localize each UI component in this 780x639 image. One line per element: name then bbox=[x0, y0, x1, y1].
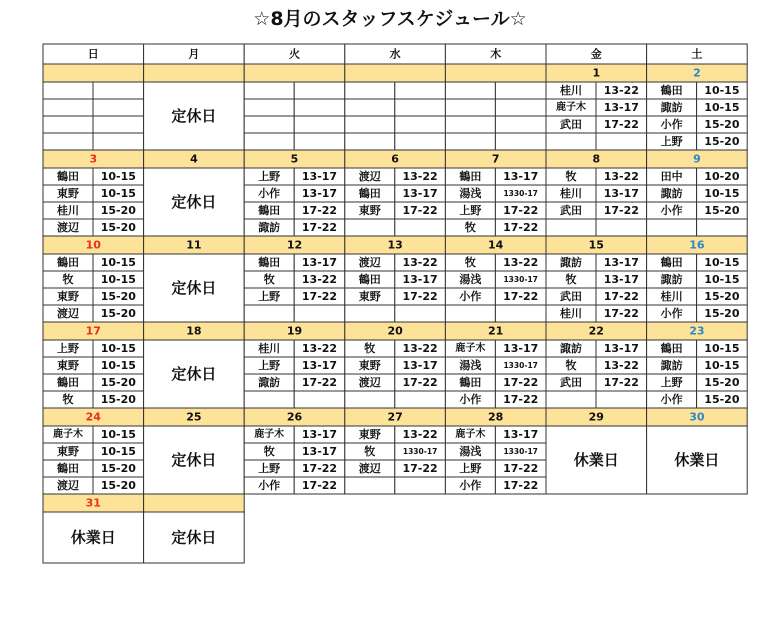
weekday-label: 日 bbox=[87, 47, 99, 61]
date-number: 2 bbox=[693, 66, 701, 80]
date-band bbox=[244, 64, 345, 82]
staff-name: 上野 bbox=[258, 359, 281, 372]
shift-time-cell bbox=[395, 391, 446, 408]
staff-name-cell bbox=[445, 99, 495, 116]
shift-time: 10-15 bbox=[100, 273, 136, 286]
staff-name: 牧 bbox=[263, 273, 275, 286]
shift-time: 15-20 bbox=[100, 290, 136, 303]
staff-name: 小作 bbox=[258, 187, 281, 200]
staff-name: 東野 bbox=[358, 359, 381, 372]
shift-time: 17-22 bbox=[503, 462, 539, 475]
staff-name: 東野 bbox=[57, 445, 79, 458]
staff-name: 諏訪 bbox=[258, 221, 281, 234]
staff-name: 牧 bbox=[565, 273, 577, 286]
staff-name: 桂川 bbox=[560, 187, 582, 200]
shift-time: 17-22 bbox=[603, 290, 639, 303]
staff-name: 鶴田 bbox=[258, 256, 281, 269]
date-number: 25 bbox=[186, 410, 202, 424]
date-number: 19 bbox=[286, 324, 303, 338]
shift-time: 13-17 bbox=[603, 273, 639, 286]
staff-name: 鶴田 bbox=[258, 204, 281, 217]
holiday-label: 休業日 bbox=[70, 528, 116, 547]
shift-time: 10-15 bbox=[100, 256, 136, 269]
staff-name: 東野 bbox=[358, 290, 381, 303]
weekday-label: 金 bbox=[590, 47, 602, 61]
staff-name: 渡辺 bbox=[358, 256, 381, 269]
staff-name: 桂川 bbox=[560, 84, 582, 97]
staff-name: 田中 bbox=[660, 170, 683, 183]
date-number: 3 bbox=[89, 152, 98, 166]
date-number: 13 bbox=[387, 238, 403, 252]
staff-name: 小作 bbox=[258, 479, 281, 492]
date-number: 7 bbox=[491, 152, 500, 166]
date-number: 4 bbox=[190, 152, 198, 166]
staff-name: 小作 bbox=[459, 393, 482, 406]
staff-name: 桂川 bbox=[57, 204, 79, 217]
shift-time: 13-17 bbox=[402, 273, 438, 286]
staff-name: 渡辺 bbox=[57, 479, 79, 492]
staff-name: 小作 bbox=[459, 290, 482, 303]
shift-time: 17-22 bbox=[301, 290, 338, 303]
shift-time: 17-22 bbox=[301, 204, 338, 217]
shift-time: 17-22 bbox=[503, 221, 539, 234]
date-number: 15 bbox=[588, 238, 604, 252]
shift-time-cell bbox=[395, 219, 446, 236]
staff-name: 鹿子木 bbox=[455, 429, 486, 440]
date-number: 8 bbox=[592, 152, 601, 166]
date-number: 31 bbox=[85, 496, 101, 510]
holiday-label: 休業日 bbox=[674, 451, 720, 469]
shift-time: 13-22 bbox=[603, 170, 639, 183]
staff-name-cell bbox=[244, 82, 294, 99]
staff-name: 東野 bbox=[57, 359, 79, 372]
closed-label: 定休日 bbox=[171, 528, 217, 547]
shift-time-cell bbox=[395, 82, 446, 99]
staff-name-cell bbox=[345, 82, 395, 99]
shift-time: 17-22 bbox=[301, 221, 338, 234]
staff-name: 東野 bbox=[358, 204, 381, 217]
staff-name: 渡辺 bbox=[358, 462, 381, 475]
shift-time: 13-17 bbox=[603, 101, 639, 114]
staff-name: 渡辺 bbox=[57, 221, 79, 234]
date-number: 30 bbox=[689, 410, 705, 424]
staff-name: 桂川 bbox=[258, 342, 281, 355]
staff-name: 桂川 bbox=[660, 290, 683, 303]
staff-name: 上野 bbox=[660, 135, 683, 148]
shift-time-cell bbox=[596, 133, 647, 150]
staff-name: 鶴田 bbox=[459, 170, 482, 183]
date-number: 21 bbox=[488, 324, 504, 338]
staff-name: 鹿子木 bbox=[53, 429, 83, 440]
shift-time-cell bbox=[93, 116, 144, 133]
staff-name: 諏訪 bbox=[660, 359, 683, 372]
date-number: 28 bbox=[488, 410, 504, 424]
shift-time: 13-22 bbox=[603, 84, 639, 97]
shift-time: 1330-17 bbox=[503, 447, 538, 456]
staff-name: 鶴田 bbox=[660, 342, 683, 355]
shift-time: 1330-17 bbox=[503, 361, 538, 370]
shift-time: 13-17 bbox=[603, 342, 639, 355]
staff-name-cell bbox=[43, 133, 93, 150]
staff-name-cell bbox=[445, 305, 495, 322]
date-number: 26 bbox=[286, 410, 303, 424]
staff-name-cell bbox=[244, 391, 294, 408]
shift-time: 10-15 bbox=[704, 256, 740, 269]
staff-name: 上野 bbox=[660, 376, 683, 389]
staff-name: 上野 bbox=[258, 170, 281, 183]
shift-time: 13-17 bbox=[301, 445, 338, 458]
staff-name: 諏訪 bbox=[560, 342, 582, 355]
staff-name: 諏訪 bbox=[660, 273, 683, 286]
staff-name-cell bbox=[244, 305, 294, 322]
staff-name-cell bbox=[345, 477, 395, 494]
shift-time: 17-22 bbox=[402, 462, 438, 475]
staff-name: 小作 bbox=[459, 479, 482, 492]
date-number: 20 bbox=[387, 324, 403, 338]
shift-time: 13-22 bbox=[402, 428, 438, 441]
shift-time: 15-20 bbox=[100, 393, 136, 406]
shift-time: 10-15 bbox=[100, 445, 136, 458]
staff-name-cell bbox=[647, 219, 697, 236]
staff-name: 武田 bbox=[560, 204, 582, 217]
date-number: 16 bbox=[689, 238, 705, 252]
shift-time: 17-22 bbox=[301, 479, 338, 492]
shift-time: 15-20 bbox=[100, 307, 136, 320]
staff-name-cell bbox=[345, 305, 395, 322]
weekday-label: 木 bbox=[490, 47, 502, 61]
shift-time: 17-22 bbox=[603, 118, 639, 131]
staff-name-cell bbox=[244, 116, 294, 133]
shift-time: 17-22 bbox=[603, 204, 639, 217]
shift-time: 15-20 bbox=[100, 376, 136, 389]
staff-name: 上野 bbox=[459, 462, 482, 475]
staff-name: 武田 bbox=[560, 376, 582, 389]
staff-name: 小作 bbox=[660, 307, 683, 320]
staff-name: 小作 bbox=[660, 204, 683, 217]
staff-name: 鹿子木 bbox=[254, 429, 285, 440]
date-number: 22 bbox=[588, 324, 604, 338]
staff-name: 鶴田 bbox=[57, 170, 79, 183]
shift-time: 13-17 bbox=[301, 428, 338, 441]
staff-name: 湯浅 bbox=[459, 187, 482, 200]
shift-time: 13-17 bbox=[503, 170, 539, 183]
shift-time: 1330-17 bbox=[503, 189, 538, 198]
shift-time: 10-20 bbox=[704, 170, 740, 183]
holiday-label: 休業日 bbox=[573, 451, 619, 469]
shift-time-cell bbox=[395, 99, 446, 116]
shift-time-cell bbox=[495, 116, 546, 133]
staff-name: 牧 bbox=[263, 445, 275, 458]
staff-name: 牧 bbox=[565, 359, 577, 372]
shift-time-cell bbox=[93, 82, 144, 99]
staff-name: 諏訪 bbox=[560, 256, 582, 269]
weekday-label: 火 bbox=[289, 47, 300, 61]
staff-name: 鹿子木 bbox=[455, 343, 486, 354]
staff-name: 牧 bbox=[464, 256, 476, 269]
shift-time: 17-22 bbox=[503, 290, 539, 303]
shift-time-cell bbox=[395, 116, 446, 133]
shift-time: 13-17 bbox=[402, 359, 438, 372]
shift-time: 10-15 bbox=[704, 342, 740, 355]
shift-time: 17-22 bbox=[301, 462, 338, 475]
shift-time: 15-20 bbox=[100, 479, 136, 492]
date-number: 10 bbox=[85, 238, 101, 252]
staff-name-cell bbox=[445, 133, 495, 150]
shift-time: 10-15 bbox=[100, 187, 136, 200]
staff-name: 東野 bbox=[57, 290, 79, 303]
staff-name-cell bbox=[445, 116, 495, 133]
staff-name: 東野 bbox=[57, 187, 79, 200]
shift-time: 15-20 bbox=[704, 290, 740, 303]
shift-time-cell bbox=[93, 133, 144, 150]
staff-name: 鶴田 bbox=[660, 84, 683, 97]
shift-time: 15-20 bbox=[704, 393, 740, 406]
staff-name: 鶴田 bbox=[660, 256, 683, 269]
shift-time: 17-22 bbox=[503, 376, 539, 389]
staff-name: 上野 bbox=[459, 204, 482, 217]
staff-name: 湯浅 bbox=[459, 273, 482, 286]
shift-time: 15-20 bbox=[100, 221, 136, 234]
date-number: 9 bbox=[693, 152, 701, 166]
date-number: 23 bbox=[689, 324, 705, 338]
shift-time: 13-17 bbox=[503, 428, 539, 441]
staff-name-cell bbox=[43, 99, 93, 116]
shift-time: 13-22 bbox=[301, 342, 338, 355]
shift-time: 15-20 bbox=[704, 135, 740, 148]
staff-name: 湯浅 bbox=[459, 359, 482, 372]
shift-time: 13-22 bbox=[402, 256, 438, 269]
staff-name-cell bbox=[345, 219, 395, 236]
shift-time: 13-17 bbox=[402, 187, 438, 200]
date-number: 6 bbox=[391, 152, 399, 166]
staff-name-cell bbox=[546, 133, 596, 150]
staff-name: 上野 bbox=[258, 290, 281, 303]
date-band bbox=[345, 64, 446, 82]
staff-name: 鶴田 bbox=[358, 187, 381, 200]
staff-name: 武田 bbox=[560, 290, 582, 303]
weekday-label: 土 bbox=[691, 47, 703, 61]
shift-time-cell bbox=[294, 99, 345, 116]
shift-time-cell bbox=[495, 133, 546, 150]
staff-name: 渡辺 bbox=[358, 376, 381, 389]
staff-name: 諏訪 bbox=[258, 376, 281, 389]
staff-name: 渡辺 bbox=[57, 307, 79, 320]
staff-name-cell bbox=[345, 133, 395, 150]
staff-name: 鶴田 bbox=[57, 462, 79, 475]
shift-time: 10-15 bbox=[704, 273, 740, 286]
shift-time-cell bbox=[395, 477, 446, 494]
shift-time: 13-17 bbox=[301, 170, 338, 183]
staff-name-cell bbox=[43, 82, 93, 99]
date-number: 24 bbox=[85, 410, 101, 424]
staff-name: 鶴田 bbox=[57, 376, 79, 389]
staff-name: 牧 bbox=[464, 221, 476, 234]
date-number: 5 bbox=[290, 152, 299, 166]
shift-time: 13-22 bbox=[603, 359, 639, 372]
shift-time-cell bbox=[294, 82, 345, 99]
staff-name-cell bbox=[244, 99, 294, 116]
shift-time: 10-15 bbox=[100, 342, 136, 355]
page-title: ☆8月のスタッフスケジュール☆ bbox=[253, 8, 527, 30]
shift-time: 13-22 bbox=[402, 342, 438, 355]
shift-time-cell bbox=[395, 305, 446, 322]
date-band bbox=[144, 494, 245, 512]
shift-time: 10-15 bbox=[704, 84, 740, 97]
shift-time-cell bbox=[294, 116, 345, 133]
staff-name: 牧 bbox=[62, 273, 74, 286]
shift-time: 15-20 bbox=[704, 204, 740, 217]
staff-name-cell bbox=[345, 99, 395, 116]
shift-time: 17-22 bbox=[503, 393, 539, 406]
weekday-label: 水 bbox=[389, 47, 401, 61]
staff-name-cell bbox=[546, 219, 596, 236]
staff-name-cell bbox=[244, 133, 294, 150]
shift-time: 17-22 bbox=[402, 376, 438, 389]
shift-time: 17-22 bbox=[503, 204, 539, 217]
staff-name: 鶴田 bbox=[57, 256, 79, 269]
date-number: 17 bbox=[85, 324, 101, 338]
closed-label: 定休日 bbox=[171, 451, 217, 469]
shift-time-cell bbox=[596, 219, 647, 236]
closed-label: 定休日 bbox=[171, 279, 217, 297]
staff-name: 牧 bbox=[364, 342, 376, 355]
date-number: 14 bbox=[488, 238, 504, 252]
staff-name-cell bbox=[43, 116, 93, 133]
date-band bbox=[144, 64, 245, 82]
shift-time-cell bbox=[596, 391, 647, 408]
shift-time: 15-20 bbox=[704, 307, 740, 320]
staff-name: 桂川 bbox=[560, 307, 582, 320]
staff-name: 牧 bbox=[364, 445, 376, 458]
shift-time: 13-17 bbox=[301, 359, 338, 372]
shift-time: 10-15 bbox=[100, 428, 136, 441]
shift-time: 1330-17 bbox=[503, 275, 538, 284]
weekday-label: 月 bbox=[188, 47, 200, 61]
shift-time: 10-15 bbox=[100, 170, 136, 183]
staff-name: 渡辺 bbox=[358, 170, 381, 183]
shift-time-cell bbox=[294, 305, 345, 322]
shift-time: 13-17 bbox=[301, 256, 338, 269]
shift-time: 13-17 bbox=[603, 187, 639, 200]
shift-time: 17-22 bbox=[603, 376, 639, 389]
shift-time: 13-17 bbox=[301, 187, 338, 200]
date-number: 27 bbox=[387, 410, 403, 424]
closed-label: 定休日 bbox=[171, 365, 217, 383]
shift-time: 15-20 bbox=[100, 462, 136, 475]
date-number: 11 bbox=[186, 238, 202, 252]
closed-label: 定休日 bbox=[171, 193, 217, 211]
shift-time-cell bbox=[495, 99, 546, 116]
shift-time: 13-17 bbox=[603, 256, 639, 269]
staff-name: 牧 bbox=[62, 393, 74, 406]
staff-name: 小作 bbox=[660, 393, 683, 406]
closed-label: 定休日 bbox=[171, 107, 217, 125]
shift-time: 1330-17 bbox=[402, 447, 438, 456]
shift-time: 17-22 bbox=[402, 290, 438, 303]
date-band bbox=[43, 64, 144, 82]
date-band bbox=[445, 64, 546, 82]
shift-time: 15-20 bbox=[704, 118, 740, 131]
staff-name: 鶴田 bbox=[358, 273, 381, 286]
date-number: 1 bbox=[592, 66, 601, 80]
shift-time-cell bbox=[93, 99, 144, 116]
shift-time: 17-22 bbox=[301, 376, 338, 389]
shift-time: 10-15 bbox=[100, 359, 136, 372]
shift-time: 10-15 bbox=[704, 187, 740, 200]
staff-name: 上野 bbox=[57, 342, 79, 355]
shift-time: 15-20 bbox=[100, 204, 136, 217]
staff-name: 牧 bbox=[565, 170, 577, 183]
staff-name: 湯浅 bbox=[459, 445, 482, 458]
staff-name: 上野 bbox=[258, 462, 281, 475]
shift-time: 13-22 bbox=[402, 170, 438, 183]
staff-name: 鹿子木 bbox=[556, 102, 586, 113]
shift-time: 13-22 bbox=[503, 256, 539, 269]
staff-name: 武田 bbox=[560, 118, 582, 131]
shift-time-cell bbox=[495, 305, 546, 322]
shift-time-cell bbox=[495, 82, 546, 99]
shift-time: 13-17 bbox=[503, 342, 539, 355]
shift-time: 15-20 bbox=[704, 376, 740, 389]
staff-name-cell bbox=[445, 82, 495, 99]
shift-time: 17-22 bbox=[603, 307, 639, 320]
shift-time-cell bbox=[395, 133, 446, 150]
shift-time: 10-15 bbox=[704, 359, 740, 372]
date-number: 18 bbox=[186, 324, 202, 338]
shift-time-cell bbox=[294, 391, 345, 408]
staff-name: 小作 bbox=[660, 118, 683, 131]
staff-name: 諏訪 bbox=[660, 187, 683, 200]
shift-time: 17-22 bbox=[402, 204, 438, 217]
staff-name: 諏訪 bbox=[660, 101, 683, 114]
date-number: 29 bbox=[588, 410, 604, 424]
staff-name-cell bbox=[546, 391, 596, 408]
shift-time-cell bbox=[294, 133, 345, 150]
shift-time: 17-22 bbox=[503, 479, 539, 492]
staff-name: 東野 bbox=[358, 428, 381, 441]
staff-name-cell bbox=[345, 391, 395, 408]
shift-time: 10-15 bbox=[704, 101, 740, 114]
staff-name: 鶴田 bbox=[459, 376, 482, 389]
staff-name-cell bbox=[345, 116, 395, 133]
shift-time: 13-22 bbox=[301, 273, 338, 286]
date-number: 12 bbox=[286, 238, 303, 252]
shift-time-cell bbox=[697, 219, 748, 236]
